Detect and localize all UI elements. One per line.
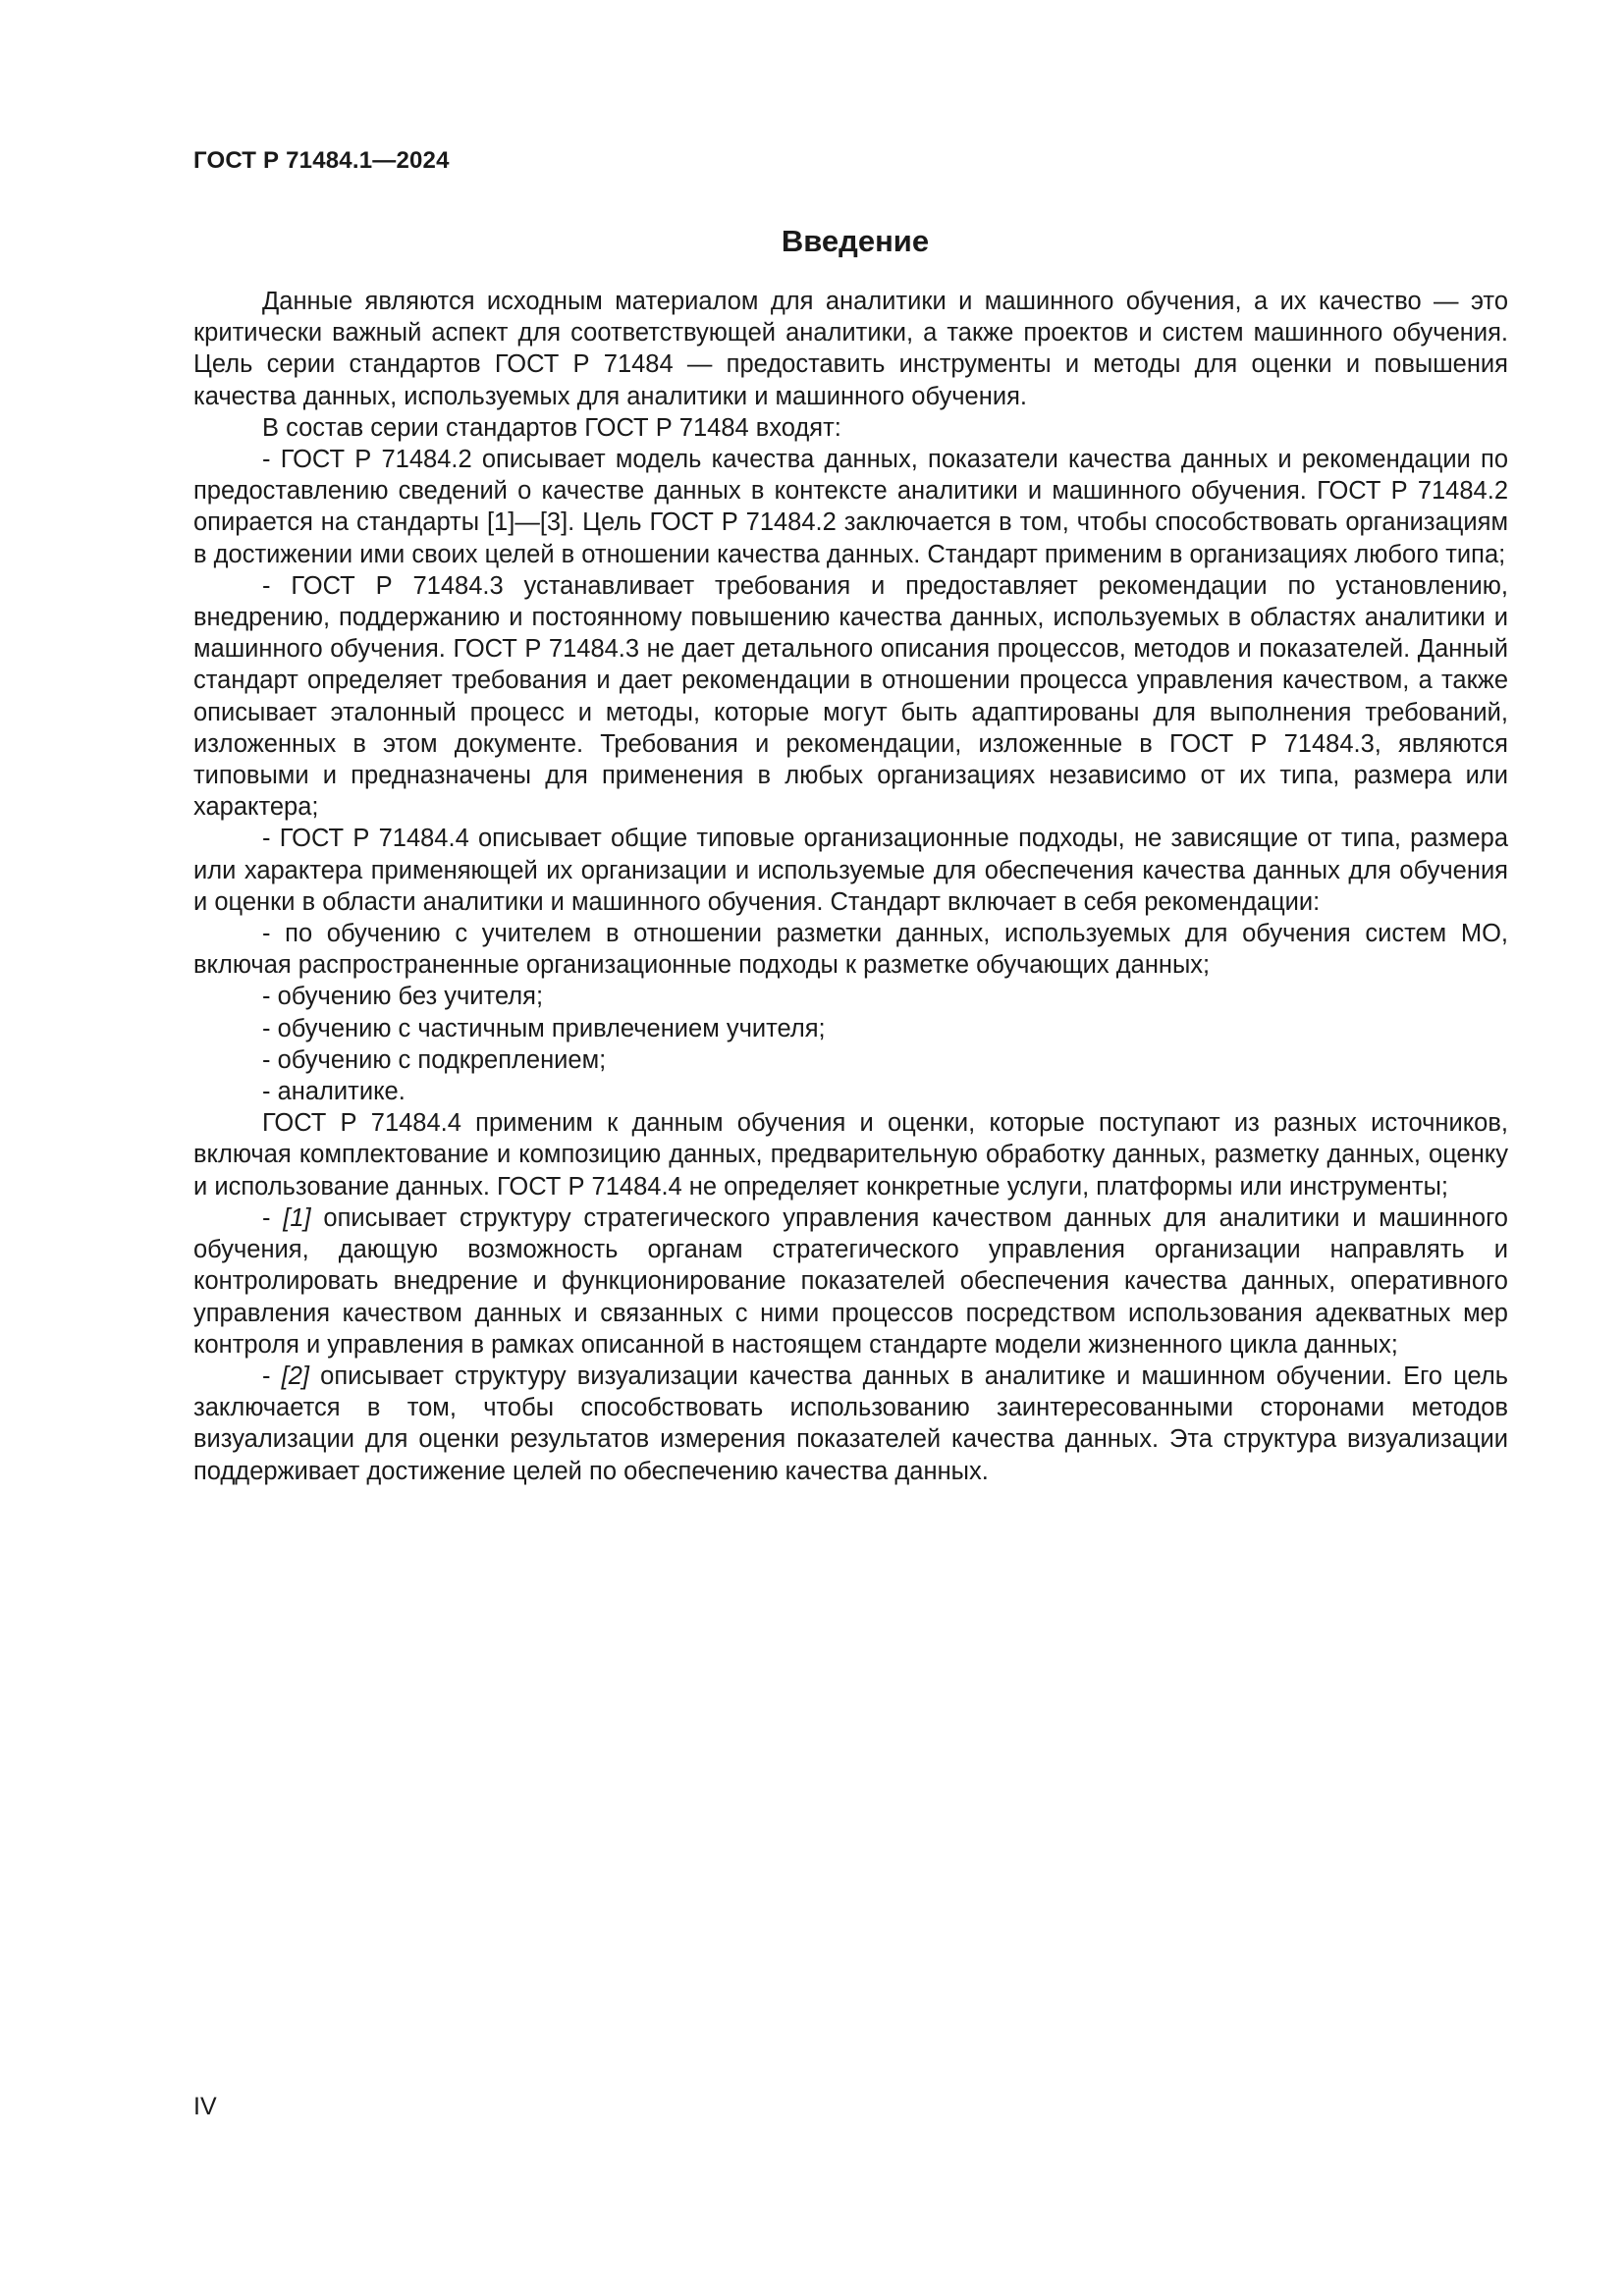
paragraph: Данные являются исходным материалом для аналитики и машинного обучения, а их качество — это критически важный аспект для соответствующей аналитики, а также проектов и систем машинного обучения. Цель серии стандартов ГОСТ Р 71484 — предоставить инструменты и методы для оценки и повышения качества данных, используемых для аналитики и машинного обучения. (193, 288, 1508, 410)
sub-list-item: - аналитике. (262, 1078, 406, 1106)
list-item (193, 1202, 1508, 1361)
list-item-text: описывает структуру стратегического управления качеством данных для аналитики и машинного обучения, дающую возможность органам стратегического управления организации направлять и контролировать внедрение и функционирование показателей обеспечения качества данных, оперативного управления качеством данных и связанных с ними процессов посредством использования адекватных мер контроля и управления в рамках описанной в настоящем стандарте модели жизненного цикла данных; (193, 1203, 1508, 1359)
page-number: IV (193, 2093, 217, 2120)
sub-list-item: - обучению без учителя; (262, 983, 544, 1011)
paragraph: В состав серии стандартов ГОСТ Р 71484 входят: (262, 413, 841, 442)
sub-list-item: - по обучению с учителем в отношении разметки данных, используемых для обучения систем МО, включая распространенные организационные подходы к разметке обучающих данных; (193, 920, 1508, 980)
list-item: - ГОСТ Р 71484.2 описывает модель качества данных, показатели качества данных и рекомендации по предоставлению сведений о качестве данных в контексте аналитики и машинного обучения. ГОСТ Р 71484.2 опирается на стандарты [1]—[3]. Цель ГОСТ Р 71484.2 заключается в том, чтобы способствовать организациям в достижении ими своих целей в отношении качества данных. Стандарт применим в организациях любого типа; (193, 446, 1508, 568)
sub-list-item: - обучению с подкреплением; (262, 1045, 607, 1074)
list-item: - ГОСТ Р 71484.4 описывает общие типовые организационные подходы, не зависящие от типа, размера или характера применяющей их организации и используемые для обеспечения качества данных для обучения и оценки в области аналитики и машинного обучения. Стандарт включает в себя рекомендации: (193, 825, 1508, 916)
bibliography-reference: [2] (281, 1362, 309, 1390)
list-dash: - (262, 1203, 284, 1232)
document-code-header: ГОСТ Р 71484.1—2024 (193, 147, 450, 174)
list-item (193, 1361, 1508, 1487)
section-title: Введение (781, 224, 930, 258)
introduction-body (193, 286, 1508, 1487)
list-dash: - (262, 1362, 282, 1390)
bibliography-reference: [1] (283, 1203, 311, 1232)
paragraph: ГОСТ Р 71484.4 применим к данным обучения и оценки, которые поступают из разных источников, включая комплектование и композицию данных, предварительную обработку данных, разметку данных, оценку и использование данных. ГОСТ Р 71484.4 не определяет конкретные услуги, платформы или инструменты; (193, 1109, 1508, 1201)
sub-list-item: - обучению с частичным привлечением учителя; (262, 1014, 826, 1042)
list-item: - ГОСТ Р 71484.3 устанавливает требования и предоставляет рекомендации по установлению, внедрению, поддержанию и постоянному повышению качества данных, используемых в областях аналитики и машинного обучения. ГОСТ Р 71484.3 не дает детального описания процессов, методов и показателей. Данный стандарт определяет требования и дает рекомендации в отношении процесса управления качеством, а также описывает эталонный процесс и методы, которые могут быть адаптированы для выполнения требований, изложенных в этом документе. Требования и рекомендации, изложенные в ГОСТ Р 71484.3, являются типовыми и предназначены для применения в любых организациях независимо от их типа, размера или характера; (193, 571, 1508, 822)
list-item-text: описывает структуру визуализации качества данных в аналитике и машинном обучении. Его цель заключается в том, чтобы способствовать использованию заинтересованными сторонами методов визуализации для оценки результатов измерения показателей качества данных. Эта структура визуализации поддерживает достижение целей по обеспечению качества данных. (193, 1362, 1509, 1485)
